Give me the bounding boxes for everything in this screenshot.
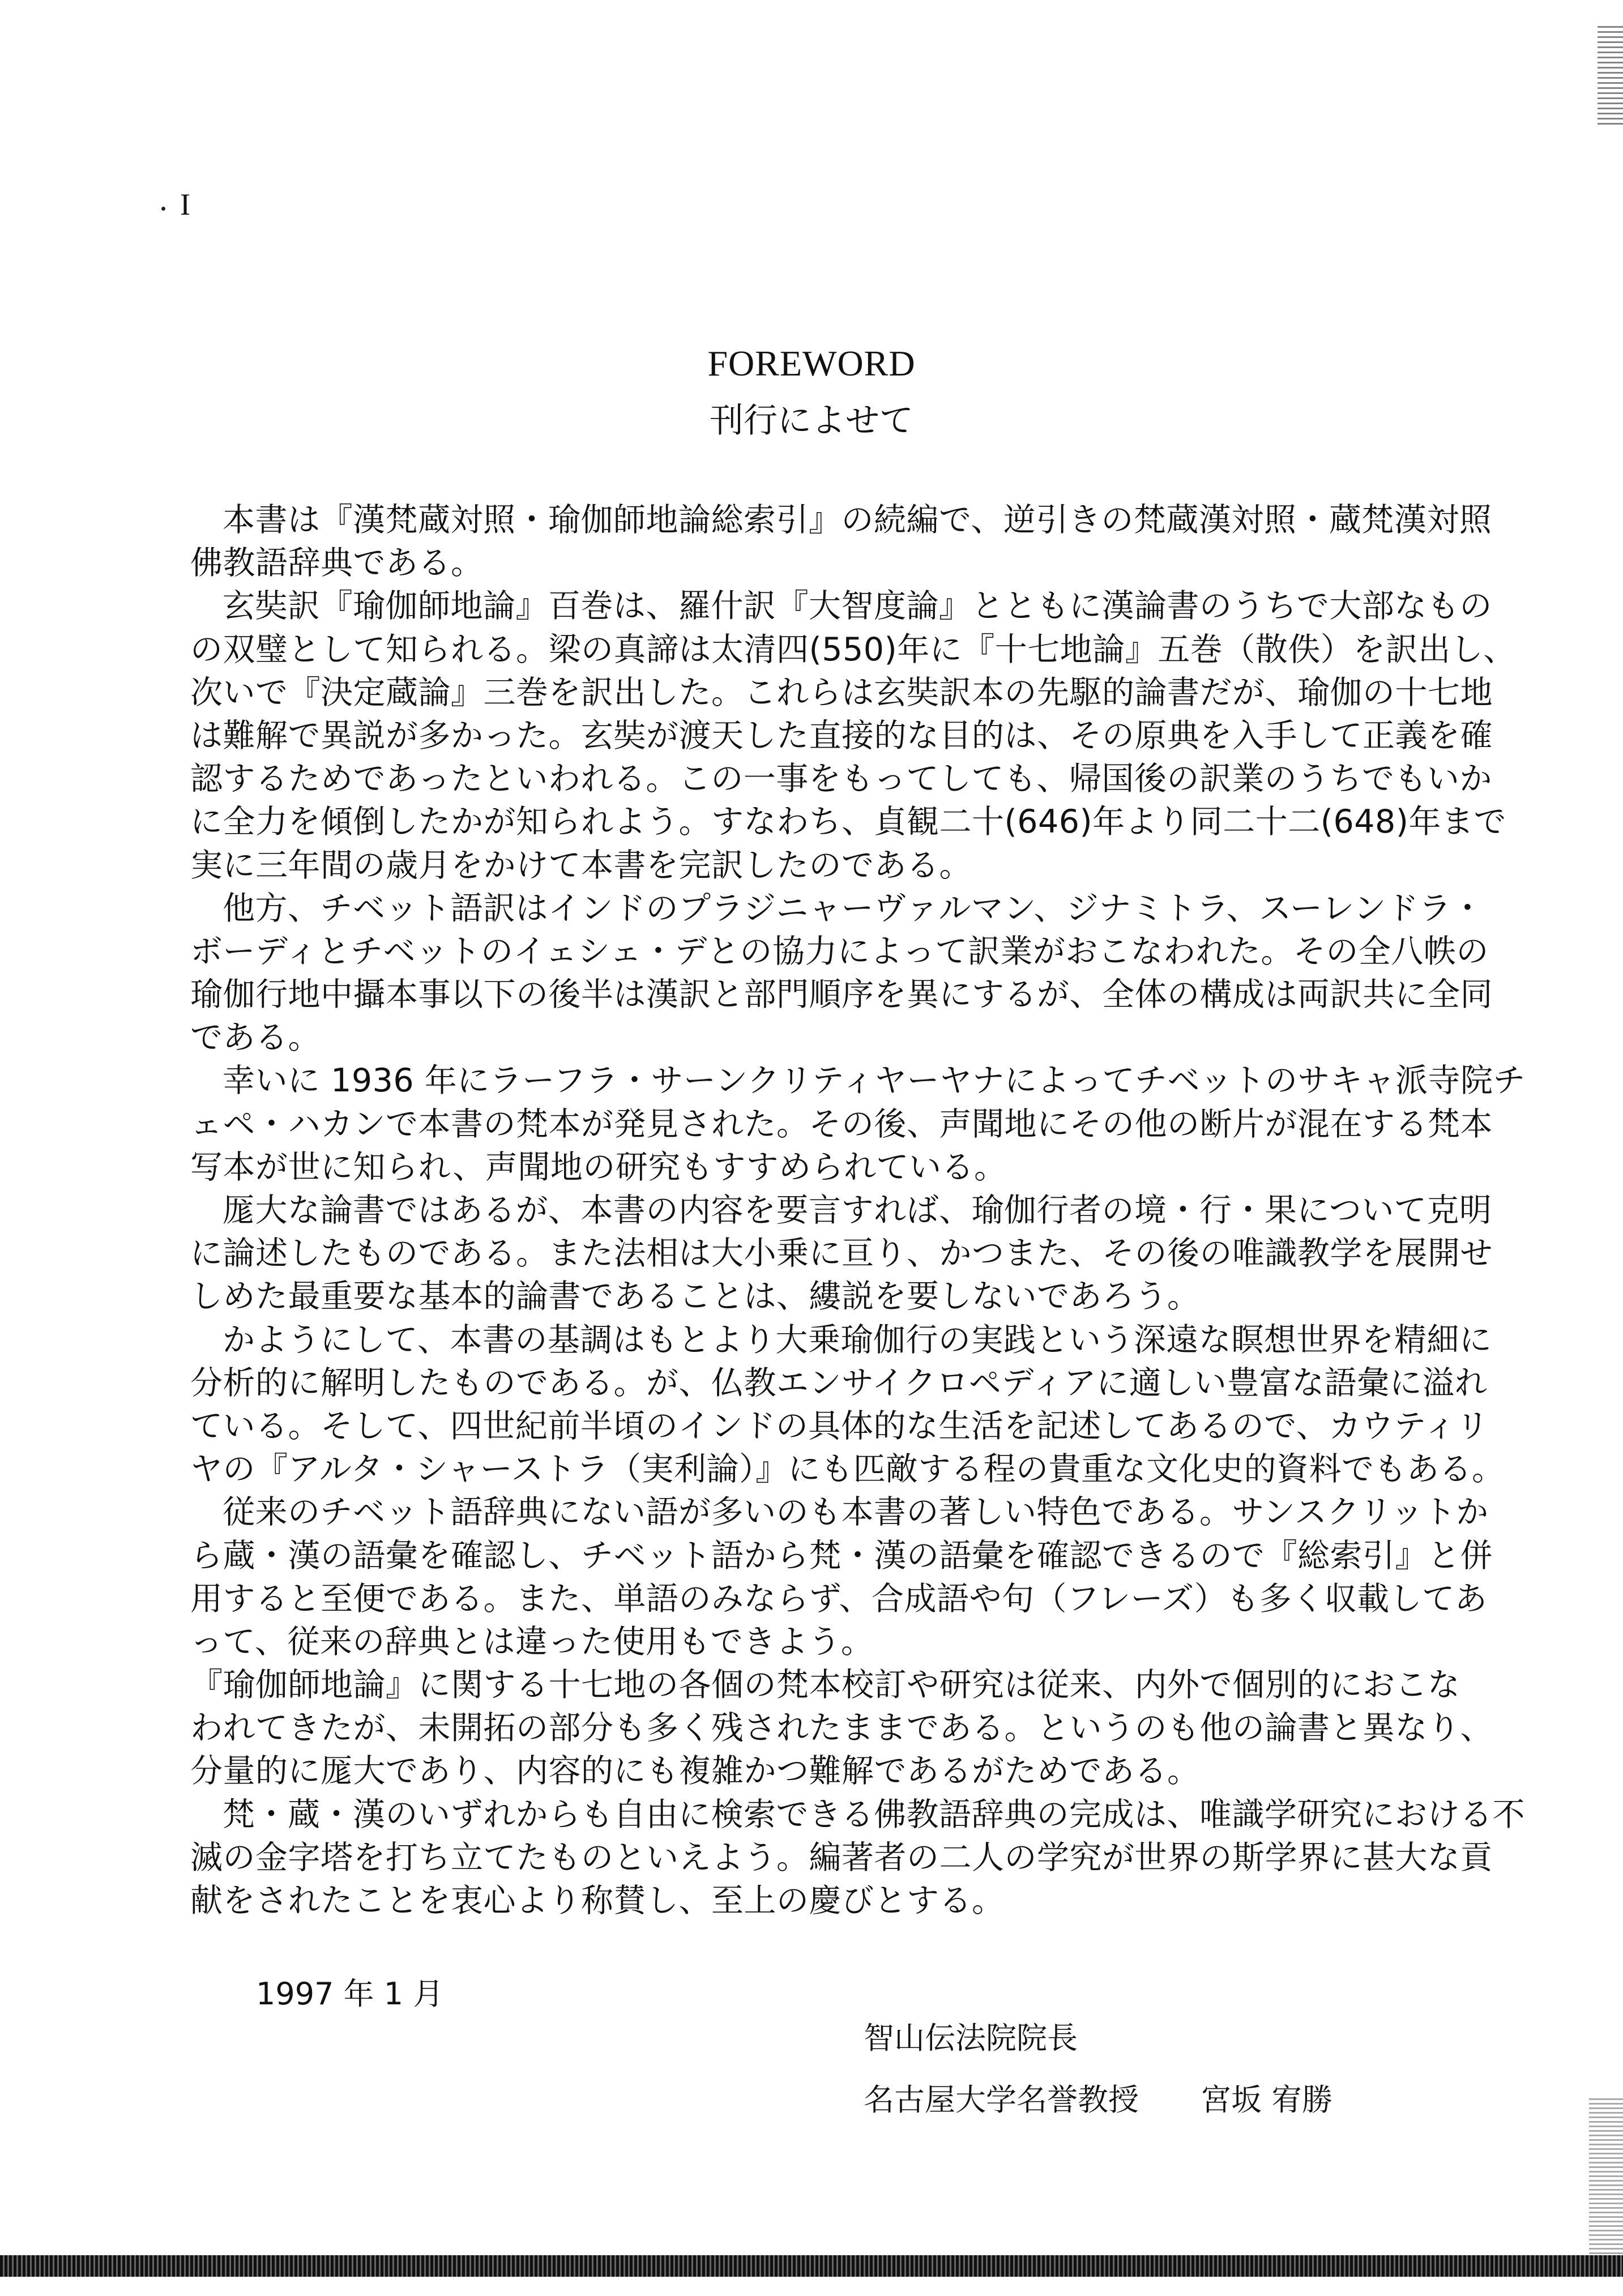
text-line: 次いで『決定蔵論』三巻を訳出した。これらは玄奘訳本の先駆的論書だが、瑜伽の十七地	[190, 673, 1493, 711]
paragraph	[190, 1491, 1515, 1663]
foreword-body	[190, 498, 1526, 1922]
author-affiliation-1: 智山伝法院院長	[864, 2020, 1078, 2056]
text-line: ボーディとチベットのイェシェ・デとの協力によって訳業がおこなわれた。その全八帙の	[190, 932, 1489, 970]
text-line: 梵・蔵・漢のいずれからも自由に検索できる佛教語辞典の完成は、唯識学研究における不	[223, 1795, 1525, 1833]
paragraph	[190, 1189, 1515, 1318]
page-title: FOREWORD	[707, 343, 916, 383]
text-line: 認するためであったといわれる。この一事をもってしても、帰国後の訳業のうちでもいか	[190, 760, 1492, 798]
scan-dot	[161, 207, 165, 211]
text-line: われてきたが、未開拓の部分も多く残されたままである。というのも他の論書と異なり、	[190, 1709, 1493, 1747]
text-line: ヤの『アルタ・シャーストラ（実利論）』にも匹敵する程の貴重な文化史的資料でもある。	[190, 1450, 1505, 1488]
text-line: 実に三年間の歳月をかけて本書を完訳したのである。	[190, 846, 972, 884]
text-line: かようにして、本書の基調はもとより大乗瑜伽行の実践という深遠な瞑想世界を精細に	[223, 1321, 1492, 1359]
text-line: 写本が世に知られ、声聞地の研究もすすめられている。	[190, 1148, 1007, 1186]
paragraph	[190, 887, 1515, 1060]
text-line: 佛教語辞典である。	[190, 544, 484, 582]
text-line: 分量的に厖大であり、内容的にも複雑かつ難解であるがためである。	[190, 1752, 1200, 1790]
text-line: ている。そして、四世紀前半頃のインドの具体的な生活を記述してあるので、カウティリ	[190, 1407, 1489, 1445]
text-line: 従来のチベット語辞典にない語が多いのも本書の著しい特色である。サンスクリットか	[223, 1493, 1489, 1531]
text-line: ら蔵・漢の語彙を確認し、チベット語から梵・漢の語彙を確認できるので『総索引』と併	[190, 1537, 1493, 1574]
text-line: 瑜伽行地中攝本事以下の後半は漢訳と部門順序を異にするが、全体の構成は両訳共に全同	[190, 976, 1493, 1014]
page-subtitle: 刊行によせて	[710, 401, 913, 441]
scan-edge-noise	[1598, 23, 1623, 125]
author-affiliation-2: 名古屋大学名誉教授	[864, 2082, 1139, 2118]
text-line: 厖大な論書ではあるが、本書の内容を要言すれば、瑜伽行者の境・行・果について克明	[223, 1192, 1492, 1229]
paragraph	[190, 1663, 1515, 1793]
text-line: ェペ・ハカンで本書の梵本が発見された。その後、声聞地にその他の断片が混在する梵本	[190, 1105, 1493, 1143]
scan-edge-noise	[1589, 2096, 1623, 2254]
text-line: 『瑜伽師地論』に関する十七地の各個の梵本校訂や研究は従来、内外で個別的におこな	[190, 1666, 1460, 1704]
scan-bottom-border	[0, 2255, 1623, 2277]
text-line: 用すると至便である。また、単語のみならず、合成語や句（フレーズ）も多く収載してあ	[190, 1580, 1488, 1618]
text-line: 分析的に解明したものである。が、仏教エンサイクロペディアに適しい豊富な語彙に溢れ	[190, 1364, 1488, 1402]
text-line: 本書は『漢梵蔵対照・瑜伽師地論総索引』の続編で、逆引きの梵蔵漢対照・蔵梵漢対照	[223, 501, 1492, 539]
paragraph	[190, 584, 1515, 886]
date: 1997 年 1 月	[256, 1976, 444, 2012]
text-line: は難解で異説が多かった。玄奘が渡天した直接的な目的は、その原典を入手して正義を確	[190, 716, 1493, 754]
text-line: の双璧として知られる。梁の真諦は太清四(550)年に『十七地論』五巻（散佚）を訳出し、	[190, 630, 1516, 668]
paragraph	[190, 1318, 1515, 1491]
text-line: に論述したものである。また法相は大小乗に亘り、かつまた、その後の唯識教学を展開せ	[190, 1235, 1493, 1273]
text-line: 幸いに 1936 年にラーフラ・サーンクリティヤーヤナによってチベットのサキャ派寺院チ	[223, 1062, 1526, 1100]
text-line: って、従来の辞典とは違った使用もできよう。	[190, 1623, 874, 1661]
paragraph	[190, 498, 1515, 584]
paragraph	[190, 1059, 1526, 1189]
text-line: に全力を傾倒したかが知られよう。すなわち、貞観二十(646)年より同二十二(648)年まで	[190, 803, 1507, 841]
page-number: I	[180, 187, 190, 221]
paragraph	[190, 1793, 1525, 1923]
author-name: 宮坂 宥勝	[1201, 2082, 1333, 2118]
text-line: しめた最重要な基本的論書であることは、縷説を要しないであろう。	[190, 1278, 1200, 1316]
text-line: 他方、チベット語訳はインドのプラジニャーヴァルマン、ジナミトラ、スーレンドラ・	[223, 889, 1484, 927]
text-line: 玄奘訳『瑜伽師地論』百巻は、羅什訳『大智度論』とともに漢論書のうちで大部なもの	[223, 587, 1492, 625]
text-line: 献をされたことを衷心より称賛し、至上の慶びとする。	[190, 1882, 1005, 1919]
text-line: 滅の金字塔を打ち立てたものといえよう。編著者の二人の学究が世界の斯学界に甚大な貢	[190, 1838, 1493, 1876]
text-line: である。	[190, 1019, 321, 1057]
